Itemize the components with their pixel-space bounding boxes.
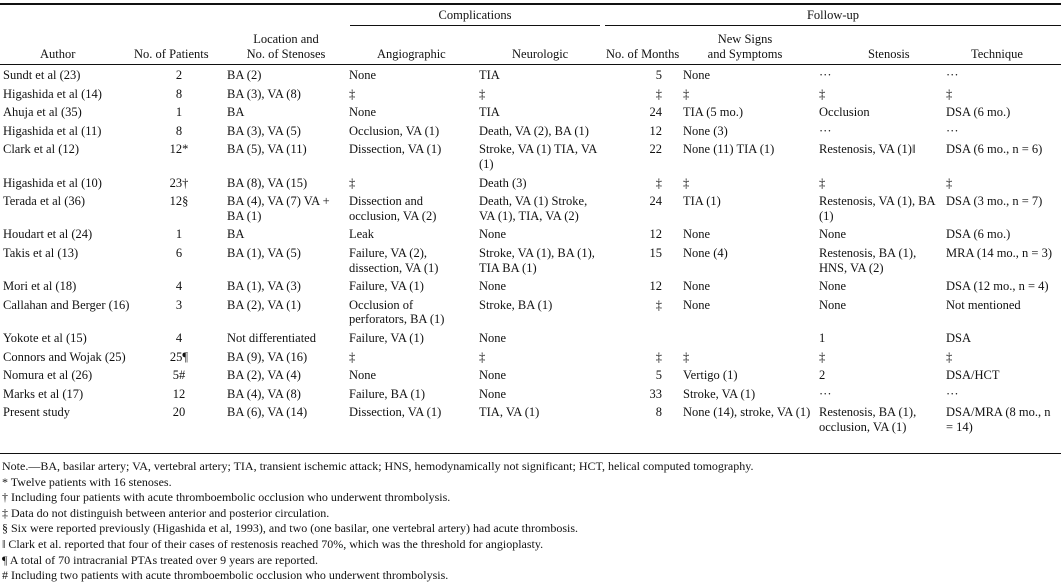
cell-neuro: None — [479, 330, 507, 345]
cell-author: Nomura et al (26) — [3, 368, 93, 383]
cell-signs: None (3) — [683, 123, 728, 138]
cell-angio: ‡ — [349, 86, 356, 101]
cell-angio: ‡ — [349, 175, 356, 190]
cell-stenosis: ··· — [819, 386, 832, 401]
bottom-rule — [0, 453, 1061, 454]
cell-signs: None — [683, 279, 711, 294]
followup-rule — [605, 25, 1061, 26]
cell-months: 12 — [649, 279, 662, 294]
cell-technique: ‡ — [946, 175, 953, 190]
cell-stenosis: None — [819, 297, 847, 312]
cell-stenosis: ‡ — [819, 349, 826, 364]
header-neurologic: Neurologic — [512, 47, 569, 61]
table-row — [0, 348, 1061, 367]
cell-technique: DSA (3 mo., n = 7) — [946, 194, 1043, 209]
cell-location: BA (3), VA (5) — [227, 123, 301, 138]
cell-angio: Leak — [349, 227, 374, 242]
header-patients: No. of Patients — [134, 47, 209, 61]
cell-technique: DSA (12 mo., n = 4) — [946, 279, 1049, 294]
cell-stenosis: None — [819, 227, 847, 242]
cell-location: BA — [227, 105, 245, 120]
cell-angio: Dissection, VA (1) — [349, 405, 442, 420]
cell-angio: ‡ — [349, 349, 356, 364]
cell-author: Houdart et al (24) — [3, 227, 93, 242]
cell-neuro: None — [479, 368, 507, 383]
table-row — [0, 85, 1061, 104]
cell-signs — [680, 329, 816, 348]
header-author: Author — [40, 47, 76, 61]
cell-angio: Occlusion of perforators, BA (1) — [349, 297, 445, 327]
cell-technique: ··· — [946, 386, 959, 401]
cell-author: Terada et al (36) — [3, 194, 86, 209]
cell-months: ‡ — [655, 86, 662, 101]
cell-stenosis: Restenosis, BA (1), HNS, VA (2) — [819, 245, 917, 275]
cell-location: BA (1), VA (3) — [227, 279, 301, 294]
cell-stenosis: ‡ — [819, 86, 826, 101]
cell-signs: None (14), stroke, VA (1) — [683, 405, 811, 420]
cell-location: BA (4), VA (8) — [227, 386, 301, 401]
cell-neuro: Death (3) — [479, 175, 527, 190]
note-line: Note.—BA, basilar artery; VA, vertebral artery; TIA, transient ischemic attack; HNS, hemodynamically not significant; HCT, helical computed tomography. — [2, 459, 754, 473]
top-rule — [0, 3, 1061, 5]
group-complications: Complications — [438, 8, 512, 22]
table-row — [0, 366, 1061, 385]
cell-neuro: None — [479, 386, 507, 401]
cell-technique: DSA/HCT — [946, 368, 1000, 383]
note-line: * Twelve patients with 16 stenoses. — [2, 474, 172, 489]
cell-author: Present study — [3, 405, 71, 420]
header-stenosis: Stenosis — [868, 47, 910, 61]
cell-neuro: Stroke, VA (1), BA (1), TIA BA (1) — [479, 245, 595, 275]
cell-location: BA — [227, 227, 245, 242]
cell-months: 33 — [649, 386, 662, 401]
cell-technique: ··· — [946, 68, 959, 82]
cell-author: Higashida et al (14) — [3, 86, 102, 101]
cell-signs: ‡ — [683, 86, 690, 101]
group-followup: Follow-up — [806, 8, 860, 22]
cell-patients: 20 — [172, 405, 186, 420]
cell-author: Higashida et al (11) — [3, 123, 102, 138]
cell-months: 8 — [655, 405, 662, 420]
cell-neuro: ‡ — [479, 349, 486, 364]
cell-author: Yokote et al (15) — [3, 330, 87, 345]
header-signs-line1: New Signs — [717, 32, 773, 46]
cell-location: BA (9), VA (16) — [227, 349, 308, 364]
cell-angio: None — [349, 68, 377, 82]
cell-patients: 8 — [175, 86, 183, 101]
table-row — [0, 244, 1061, 277]
table-row — [0, 329, 1061, 348]
header-months: No. of Months — [606, 47, 680, 61]
cell-stenosis: 2 — [819, 368, 826, 383]
cell-technique: ‡ — [946, 86, 953, 101]
cell-months: 24 — [649, 194, 662, 209]
header-signs — [695, 32, 795, 62]
table-row — [0, 66, 1061, 85]
cell-months: 5 — [655, 368, 662, 383]
cell-angio: Failure, VA (2), dissection, VA (1) — [349, 245, 439, 275]
cell-patients: 1 — [175, 227, 183, 242]
table-row — [0, 403, 1061, 436]
table-row — [0, 140, 1061, 173]
header-technique: Technique — [971, 47, 1023, 61]
cell-angio: Occlusion, VA (1) — [349, 123, 440, 138]
cell-neuro: TIA, VA (1) — [479, 405, 540, 420]
note-line: # Including two patients with acute thromboembolic occlusion who underwent thrombolysis. — [2, 568, 449, 583]
cell-technique: DSA (6 mo.) — [946, 227, 1011, 242]
cell-months: ‡ — [655, 297, 662, 312]
cell-neuro: Death, VA (2), BA (1) — [479, 123, 589, 138]
cell-months: 12 — [649, 227, 662, 242]
cell-stenosis: ··· — [819, 68, 832, 82]
cell-location: BA (3), VA (8) — [227, 86, 301, 101]
cell-signs: TIA (1) — [683, 194, 721, 209]
cell-technique: DSA/MRA (8 mo., n = 14) — [946, 405, 1051, 434]
cell-signs: None — [683, 68, 711, 82]
cell-patients: 12 — [172, 386, 186, 401]
cell-patients: 5# — [172, 368, 186, 383]
cell-signs: ‡ — [683, 349, 690, 364]
cell-location: BA (1), VA (5) — [227, 245, 301, 260]
cell-months: ‡ — [655, 175, 662, 190]
cell-stenosis: ··· — [819, 123, 832, 138]
cell-author: Clark et al (12) — [3, 142, 80, 157]
cell-angio: None — [349, 105, 377, 120]
cell-signs: None (11) TIA (1) — [683, 142, 775, 157]
cell-angio: Dissection, VA (1) — [349, 142, 442, 157]
cell-months: 5 — [655, 68, 662, 82]
cell-location: BA (6), VA (14) — [227, 405, 308, 420]
cell-neuro: None — [479, 279, 507, 294]
cell-stenosis: 1 — [819, 330, 826, 345]
table-row — [0, 122, 1061, 141]
table-row — [0, 225, 1061, 244]
cell-technique: DSA (6 mo.) — [946, 105, 1011, 120]
table-row — [0, 192, 1061, 225]
cell-patients: 4 — [175, 279, 183, 294]
cell-location: BA (4), VA (7) VA + BA (1) — [227, 194, 330, 223]
header-location — [242, 32, 330, 62]
cell-signs: None — [683, 227, 711, 242]
note-line: † Including four patients with acute thromboembolic occlusion who underwent thrombolysis. — [2, 490, 451, 505]
cell-stenosis: Restenosis, VA (1)‖ — [819, 142, 916, 157]
cell-neuro: TIA — [479, 105, 500, 120]
cell-author: Ahuja et al (35) — [3, 105, 82, 120]
cell-location: BA (2) — [227, 68, 262, 82]
header-rule — [0, 64, 1061, 65]
cell-stenosis: ‡ — [819, 175, 826, 190]
cell-technique: DSA (6 mo., n = 6) — [946, 142, 1043, 157]
cell-location: BA (5), VA (11) — [227, 142, 307, 157]
cell-neuro: Death, VA (1) Stroke, VA (1), TIA, VA (2) — [479, 194, 588, 223]
table-row — [0, 385, 1061, 404]
cell-months: 22 — [649, 142, 662, 157]
cell-author: Takis et al (13) — [3, 245, 79, 260]
cell-signs: None (4) — [683, 245, 728, 260]
cell-months: 24 — [649, 105, 662, 120]
cell-author: Higashida et al (10) — [3, 175, 102, 190]
cell-signs: None — [683, 297, 711, 312]
cell-stenosis: Restenosis, VA (1), BA (1) — [819, 194, 935, 223]
cell-angio: Dissection and occlusion, VA (2) — [349, 194, 437, 223]
cell-author: Connors and Wojak (25) — [3, 349, 126, 364]
data-table — [0, 66, 1061, 436]
cell-stenosis: Occlusion — [819, 105, 870, 120]
cell-author: Sundt et al (23) — [3, 68, 81, 82]
cell-technique: ‡ — [946, 349, 953, 364]
cell-neuro: None — [479, 227, 507, 242]
cell-technique: MRA (14 mo., n = 3) — [946, 245, 1053, 260]
cell-patients: 3 — [175, 297, 183, 312]
cell-neuro: Stroke, BA (1) — [479, 297, 553, 312]
cell-technique: DSA — [946, 330, 972, 345]
header-location-line1: Location and — [253, 32, 319, 46]
note-line: ¶ A total of 70 intracranial PTAs treated over 9 years are reported. — [2, 552, 319, 567]
table-row — [0, 103, 1061, 122]
cell-neuro: TIA — [479, 68, 500, 82]
cell-months: 12 — [649, 123, 662, 138]
cell-location: BA (2), VA (4) — [227, 368, 301, 383]
table-row — [0, 277, 1061, 296]
cell-stenosis: None — [819, 279, 847, 294]
cell-signs: TIA (5 mo.) — [683, 105, 744, 120]
table-row — [0, 296, 1061, 329]
cell-neuro: Stroke, VA (1) TIA, VA (1) — [479, 142, 597, 171]
cell-patients: 12* — [169, 142, 189, 157]
cell-author: Marks et al (17) — [3, 386, 84, 401]
cell-patients: 6 — [175, 245, 183, 260]
header-signs-line2: and Symptoms — [707, 47, 783, 61]
note-line: ‡ Data do not distinguish between anterior and posterior circulation. — [2, 505, 330, 520]
cell-location: BA (2), VA (1) — [227, 297, 301, 312]
cell-patients: 4 — [175, 330, 183, 345]
header-angiographic: Angiographic — [377, 47, 446, 61]
cell-location: Not differentiated — [227, 330, 316, 345]
complications-rule — [350, 25, 600, 26]
cell-signs: Vertigo (1) — [683, 368, 738, 383]
cell-months: ‡ — [655, 349, 662, 364]
note-line: § Six were reported previously (Higashida et al, 1993), and two (one basilar, one vertebral artery) had acute thrombosis. — [2, 521, 578, 536]
cell-patients: 2 — [175, 68, 183, 82]
cell-angio: None — [349, 368, 377, 383]
cell-months: 15 — [649, 245, 662, 260]
cell-technique: Not mentioned — [946, 297, 1021, 312]
cell-patients: 1 — [175, 105, 183, 120]
cell-stenosis: Restenosis, BA (1), occlusion, VA (1) — [819, 405, 917, 434]
cell-angio: Failure, BA (1) — [349, 386, 426, 401]
cell-signs: ‡ — [683, 175, 690, 190]
table-notes — [2, 459, 1057, 584]
cell-patients: 23† — [169, 175, 189, 190]
cell-location: BA (8), VA (15) — [227, 175, 308, 190]
cell-patients: 25¶ — [169, 349, 189, 364]
cell-technique: ··· — [946, 123, 959, 138]
cell-angio: Failure, VA (1) — [349, 330, 424, 345]
cell-patients: 12§ — [169, 194, 189, 209]
cell-author: Callahan and Berger (16) — [3, 297, 130, 312]
header-location-line2: No. of Stenoses — [246, 47, 326, 61]
cell-patients: 8 — [175, 123, 183, 138]
table-row — [0, 174, 1061, 193]
cell-angio: Failure, VA (1) — [349, 279, 424, 294]
note-line: ‖ Clark et al. reported that four of their cases of restenosis reached 70%, which was the threshold for angioplasty. — [2, 536, 544, 551]
cell-author: Mori et al (18) — [3, 279, 77, 294]
cell-signs: Stroke, VA (1) — [683, 386, 756, 401]
cell-months — [600, 329, 680, 348]
cell-neuro: ‡ — [479, 86, 486, 101]
